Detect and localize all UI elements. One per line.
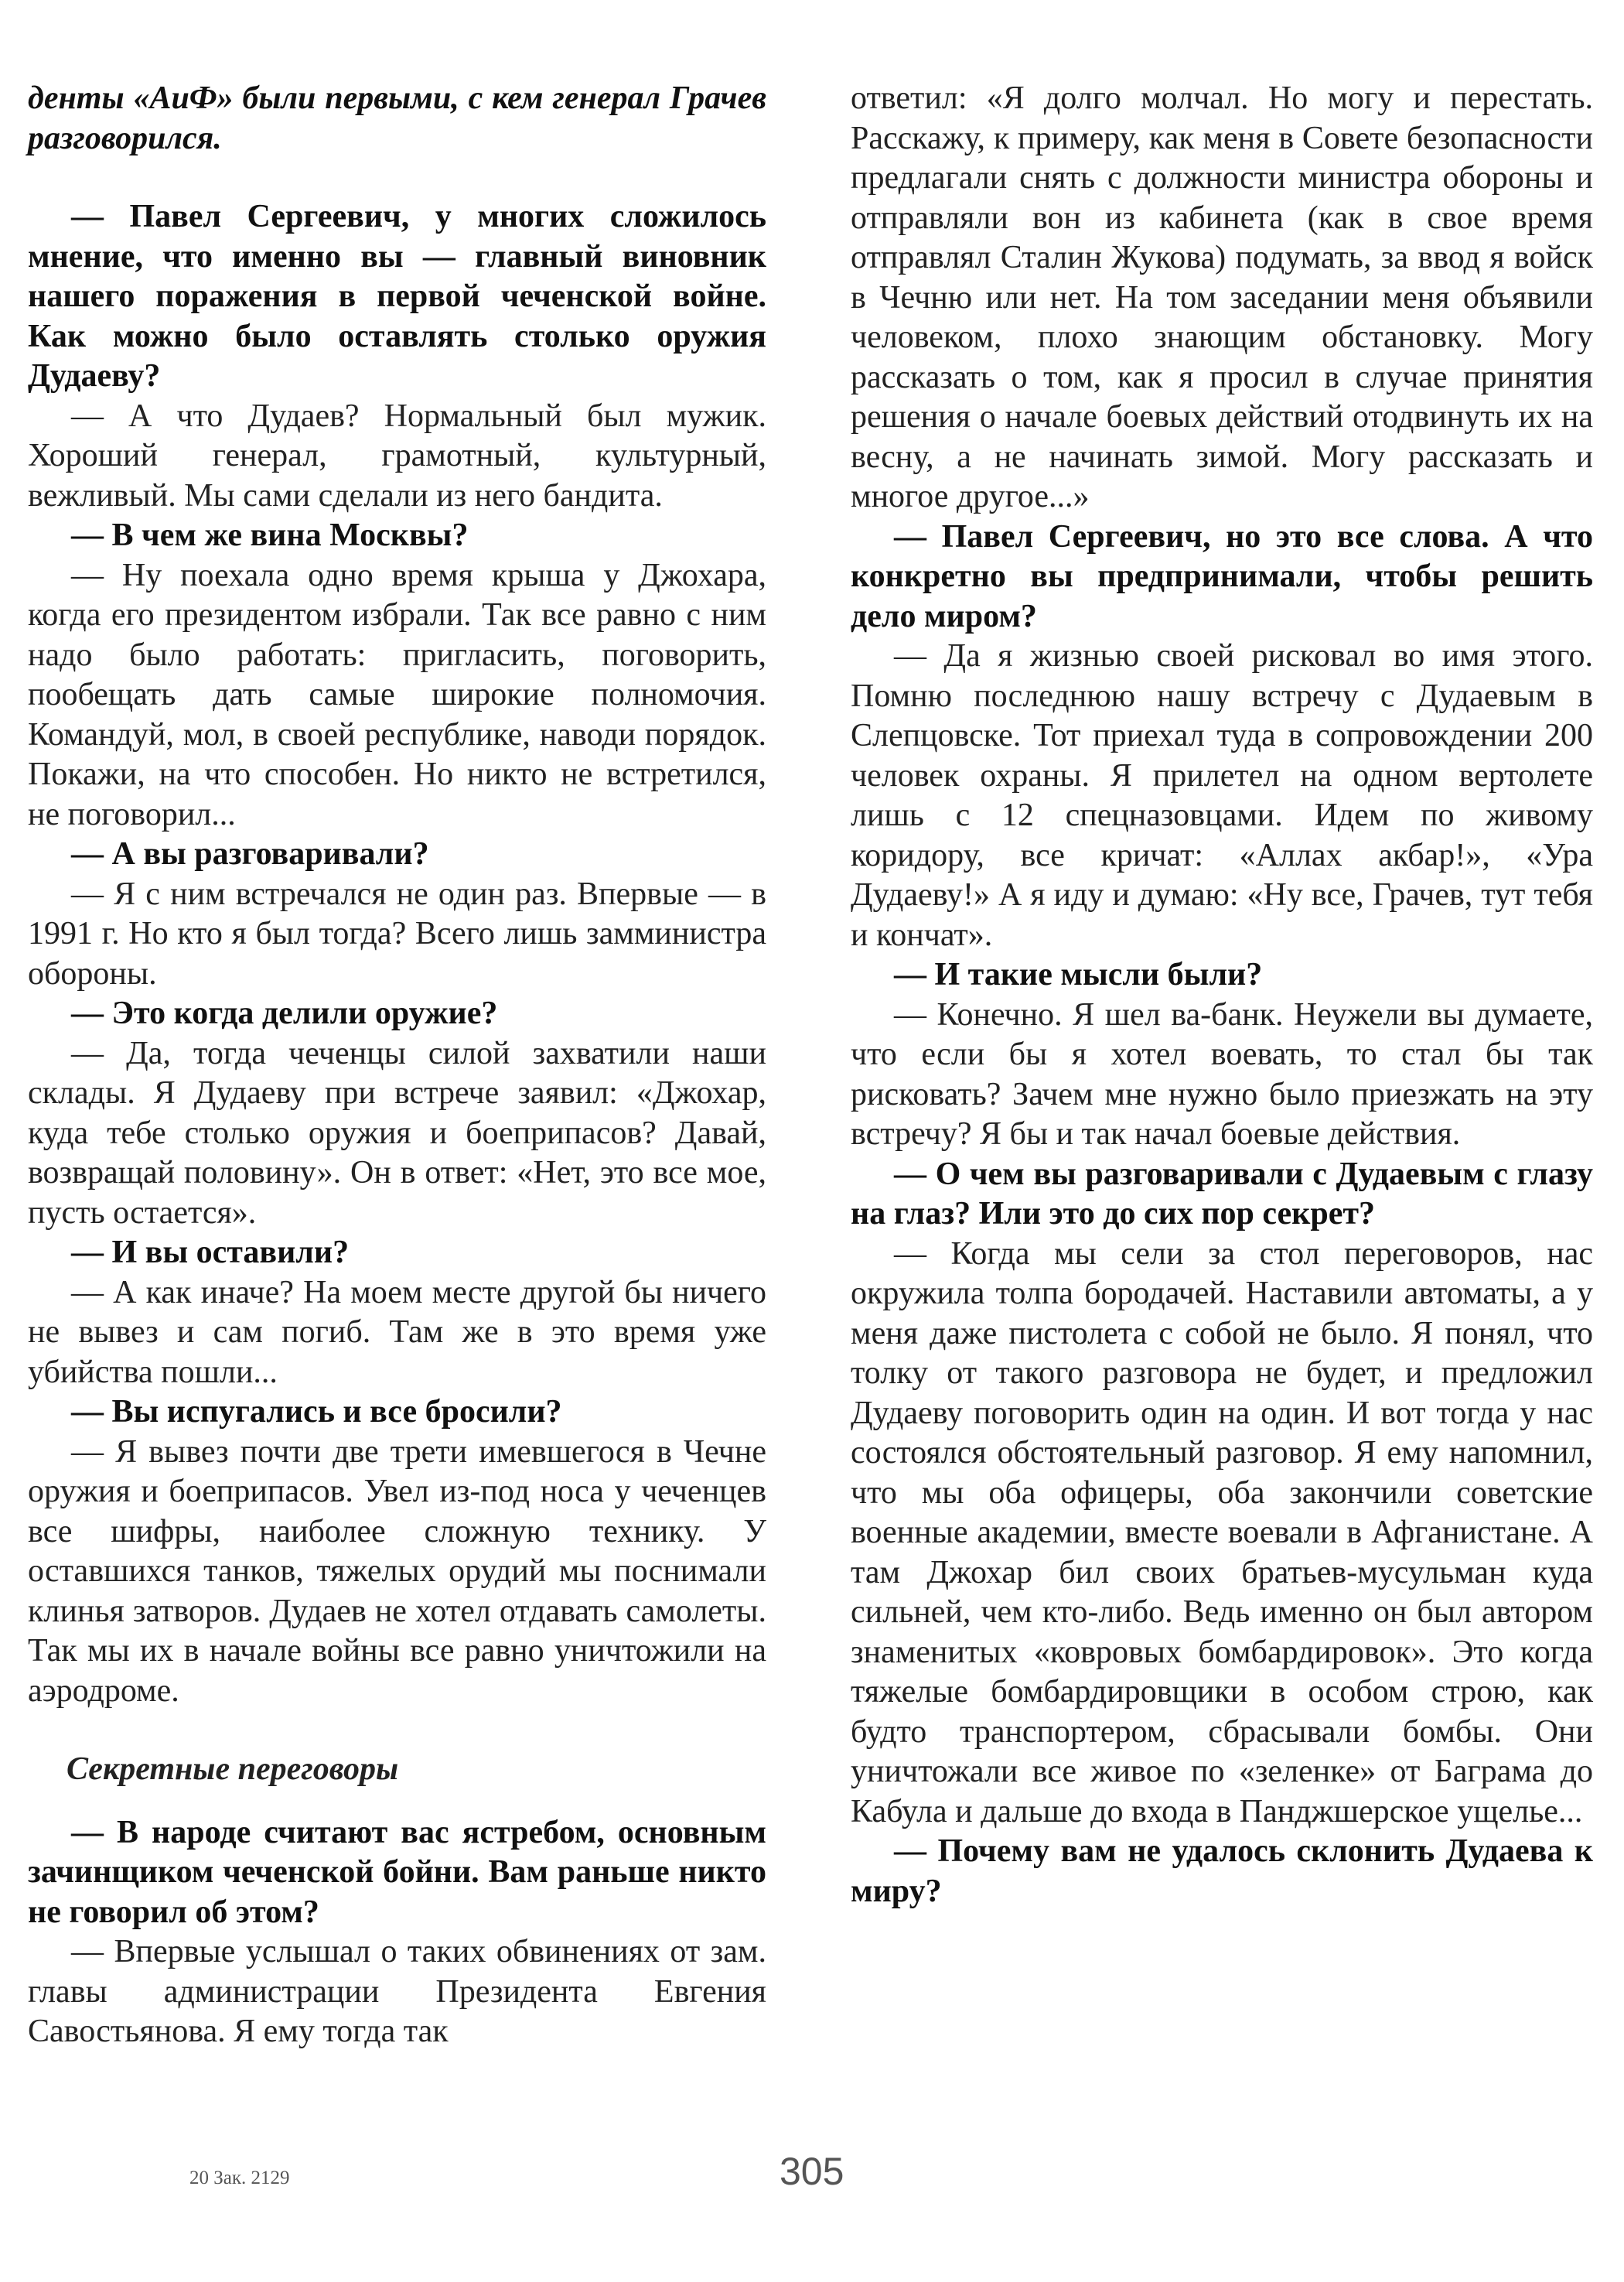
question-7: — В народе считают вас ястребом, основным зачинщиком чеченской бойни. Вам раньше никто не говорил об этом? — [28, 1814, 766, 1930]
page-number: 305 — [780, 2150, 844, 2193]
right-column — [851, 79, 1593, 1911]
question-5: — И вы оставили? — [71, 1235, 350, 1270]
answer-9: — Конечно. Я шел ва-банк. Неужели вы думаете, что если бы я хотел воевать, то стал бы так рисковать? Зачем мне нужно было приезжать на эту встречу? Я бы и так начал боевые действия. — [851, 996, 1593, 1152]
question-9: — И такие мысли были? — [894, 957, 1263, 992]
answer-3: — Я с ним встречался не один раз. Впервые — в 1991 г. Но кто я был тогда? Всего лишь замминистра обороны. — [28, 876, 766, 992]
answer-7-continued: ответил: «Я долго молчал. Но могу и перестать. Расскажу, к примеру, как меня в Совете безопасности предлагали снять с должности министра обороны и отправляли вон из кабинета (как в свое время отправлял Сталин Жукова) подумать, за ввод я войск в Чечню или нет. На том заседании меня объявили человеком, плохо знающим обстановку. Могу рассказать о том, как я просил в случае принятия решения о начале боевых действий отодвинуть их на весну, а не начинать зимой. Могу рассказать и многое другое...» — [851, 80, 1593, 514]
answer-4: — Да, тогда чеченцы силой захватили наши склады. Я Дудаеву при встрече заявил: «Джохар, куда тебе столько оружия и боеприпасов? Давай, возвращай половину». Он в ответ: «Нет, это все мое, пусть остается». — [28, 1035, 766, 1231]
answer-1: — А что Дудаев? Нормальный был мужик. Хороший генерал, грамотный, культурный, вежливый. Мы сами сделали из него бандита. — [28, 398, 766, 514]
question-10: — О чем вы разговаривали с Дудаевым с глазу на глаз? Или это до сих пор секрет? — [851, 1156, 1593, 1232]
question-4: — Это когда делили оружие? — [71, 996, 498, 1031]
intro-paragraph: денты «АиФ» были первыми, с кем генерал Грачев разговорился. — [28, 80, 766, 156]
answer-6: — Я вывез почти две трети имевшегося в Чечне оружия и боеприпасов. Увел из-под носа у чеченцев все шифры, наиболее сложную технику. У оставшихся танков, тяжелых орудий мы поснимали клинья затворов. Дудаев не хотел отдавать самолеты. Так мы их в начале войны все равно уничтожили на аэродроме. — [28, 1433, 766, 1709]
left-column — [28, 79, 766, 2052]
section-heading: Секретные переговоры — [67, 1751, 399, 1787]
answer-8: — Да я жизнью своей рисковал во имя этого. Помню последнюю нашу встречу с Дудаевым в Слепцовске. Тот приехал туда в сопровождении 200 человек охраны. Я прилетел на одном вертолете лишь с 12 спецназовцами. Идем по живому коридору, все кричат: «Аллах акбар!», «Ура Дудаеву!» А я иду и думаю: «Ну все, Грачев, тут тебя и кончат». — [851, 638, 1593, 953]
answer-5: — А как иначе? На моем месте другой бы ничего не вывез и сам погиб. Там же в это время уже убийства пошли... — [28, 1274, 766, 1390]
question-1: — Павел Сергеевич, у многих сложилось мнение, что именно вы — главный виновник нашего поражения в первой чеченской войне. Как можно было оставлять столько оружия Дудаеву? — [28, 199, 766, 394]
question-8: — Павел Сергеевич, но это все слова. А что конкретно вы предпринимали, чтобы решить дело миром? — [851, 518, 1593, 634]
answer-2: — Ну поехала одно время крыша у Джохара, когда его президентом избрали. Так все равно с ним надо было работать: пригласить, поговорить, пообещать дать самые широкие полномочия. Командуй, мол, в своей республике, наводи порядок. Покажи, на что способен. Но никто не встретился, не поговорил... — [28, 557, 766, 832]
answer-10: — Когда мы сели за стол переговоров, нас окружила толпа бородачей. Наставили автоматы, а у меня даже пистолета с собой не было. Я понял, что толку от такого разговора не будет, и предложил Дудаеву поговорить один на один. И вот тогда у нас состоялся обстоятельный разговор. Я ему напомнил, что мы оба офицеры, оба закончили советские военные академии, вместе воевали в Афганистане. А там Джохар бил своих братьев-мусульман куда сильней, чем кто-либо. Ведь именно он был автором знаменитых «ковровых бомбардировок». Это когда тяжелые бомбардировщики в особом строю, как будто транспортером, сбрасывали бомбы. Они уничтожали все живое по «зеленке» от Баграма до Кабула и дальше до входа в Панджшерское ущелье... — [851, 1235, 1593, 1829]
printer-note: 20 Зак. 2129 — [189, 2168, 290, 2188]
question-3: — А вы разговаривали? — [71, 836, 429, 872]
question-11: — Почему вам не удалось склонить Дудаева к миру? — [851, 1833, 1593, 1909]
question-6: — Вы испугались и все бросили? — [71, 1394, 562, 1430]
question-2: — В чем же вина Москвы? — [71, 518, 469, 553]
answer-7: — Впервые услышал о таких обвинениях от зам. главы администрации Президента Евгения Савостьянова. Я ему тогда так — [28, 1934, 766, 2049]
